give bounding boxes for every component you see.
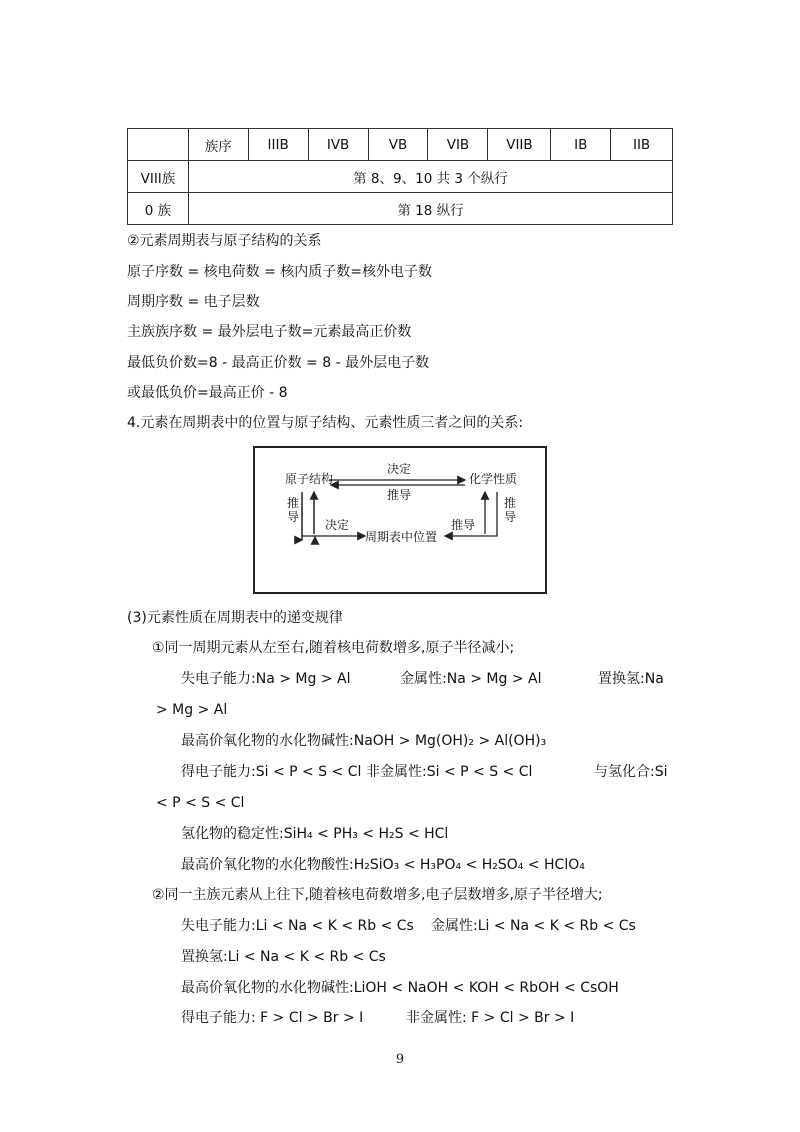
table-row-value: 第 18 纵行	[188, 193, 672, 225]
table-cell: IIIB	[248, 129, 308, 161]
relation-line: 周期序数 = 电子层数	[127, 294, 260, 310]
group-table	[127, 128, 673, 225]
table-cell: VIB	[428, 129, 488, 161]
rule-text: 失电子能力:Li < Na < K < Rb < Cs	[181, 918, 414, 934]
node-atomic-structure: 原子结构	[285, 472, 334, 486]
table-cell	[128, 129, 189, 161]
node-periodic-position: 周期表中位置	[365, 530, 438, 544]
label-infer-top: 推导	[387, 488, 412, 502]
table-cell: 族序	[188, 129, 248, 161]
section-title: ②元素周期表与原子结构的关系	[127, 233, 322, 249]
table-cell: IB	[551, 129, 611, 161]
table-cell: IVB	[308, 129, 368, 161]
label-infer-left: 推导	[286, 496, 299, 524]
section-title: (3)元素性质在周期表中的递变规律	[127, 610, 343, 626]
rule-text: 与氢化合:Si	[594, 764, 668, 780]
node-chemical-property: 化学性质	[469, 472, 518, 486]
paragraph-title: ①同一周期元素从左至右,随着核电荷数增多,原子半径减小;	[152, 640, 515, 656]
table-row-label: VIII族	[128, 161, 189, 193]
table-row-label: 0 族	[128, 193, 189, 225]
rule-text: 非金属性:Si < P < S < Cl	[366, 764, 533, 780]
rule-text: 氢化物的稳定性:SiH₄ < PH₃ < H₂S < HCl	[181, 826, 449, 842]
relation-line: 主族族序数 = 最外层电子数=元素最高正价数	[127, 324, 412, 340]
page-number: 9	[395, 1052, 405, 1067]
relationship-diagram	[253, 446, 547, 594]
relation-line: 原子序数 = 核电荷数 = 核内质子数=核外电子数	[127, 264, 432, 280]
rule-text: < P < S < Cl	[156, 795, 245, 811]
table-row	[128, 193, 673, 225]
table-cell: IIB	[611, 129, 673, 161]
table-row	[128, 161, 673, 193]
table-row-value: 第 8、9、10 共 3 个纵行	[188, 161, 672, 193]
rule-text: > Mg > Al	[156, 702, 228, 718]
rule-text: 金属性:Na > Mg > Al	[400, 671, 542, 687]
label-decide-top: 决定	[387, 462, 412, 476]
rule-text: 置换氢:Li < Na < K < Rb < Cs	[181, 949, 386, 965]
rule-text: 得电子能力:Si < P < S < Cl	[181, 764, 362, 780]
rule-text: 非金属性: F > Cl > Br > I	[406, 1010, 575, 1026]
rule-text: 得电子能力: F > Cl > Br > I	[181, 1010, 364, 1026]
table-cell: VB	[368, 129, 428, 161]
rule-text: 最高价氧化物的水化物酸性:H₂SiO₃ < H₃PO₄ < H₂SO₄ < HClO₄	[181, 857, 585, 873]
label-infer-bottom: 推导	[451, 518, 476, 532]
paragraph-title: ②同一主族元素从上往下,随着核电荷数增多,电子层数增多,原子半径增大;	[152, 887, 603, 903]
rule-text: 置换氢:Na	[598, 671, 664, 687]
relation-line: 最低负价数=8 - 最高正价数 = 8 - 最外层电子数	[127, 355, 430, 371]
table-header-row	[128, 129, 673, 161]
label-decide-bottom: 决定	[325, 518, 350, 532]
rule-text: 失电子能力:Na > Mg > Al	[181, 671, 351, 687]
table-cell: VIIB	[488, 129, 551, 161]
rule-text: 最高价氧化物的水化物碱性:LiOH < NaOH < KOH < RbOH < CsOH	[181, 980, 619, 996]
section-title: 4.元素在周期表中的位置与原子结构、元素性质三者之间的关系:	[127, 415, 524, 431]
label-infer-right: 推导	[503, 496, 516, 524]
rule-text: 最高价氧化物的水化物碱性:NaOH > Mg(OH)₂ > Al(OH)₃	[181, 733, 547, 749]
relation-line: 或最低负价=最高正价 - 8	[127, 385, 288, 401]
rule-text: 金属性:Li < Na < K < Rb < Cs	[431, 918, 636, 934]
